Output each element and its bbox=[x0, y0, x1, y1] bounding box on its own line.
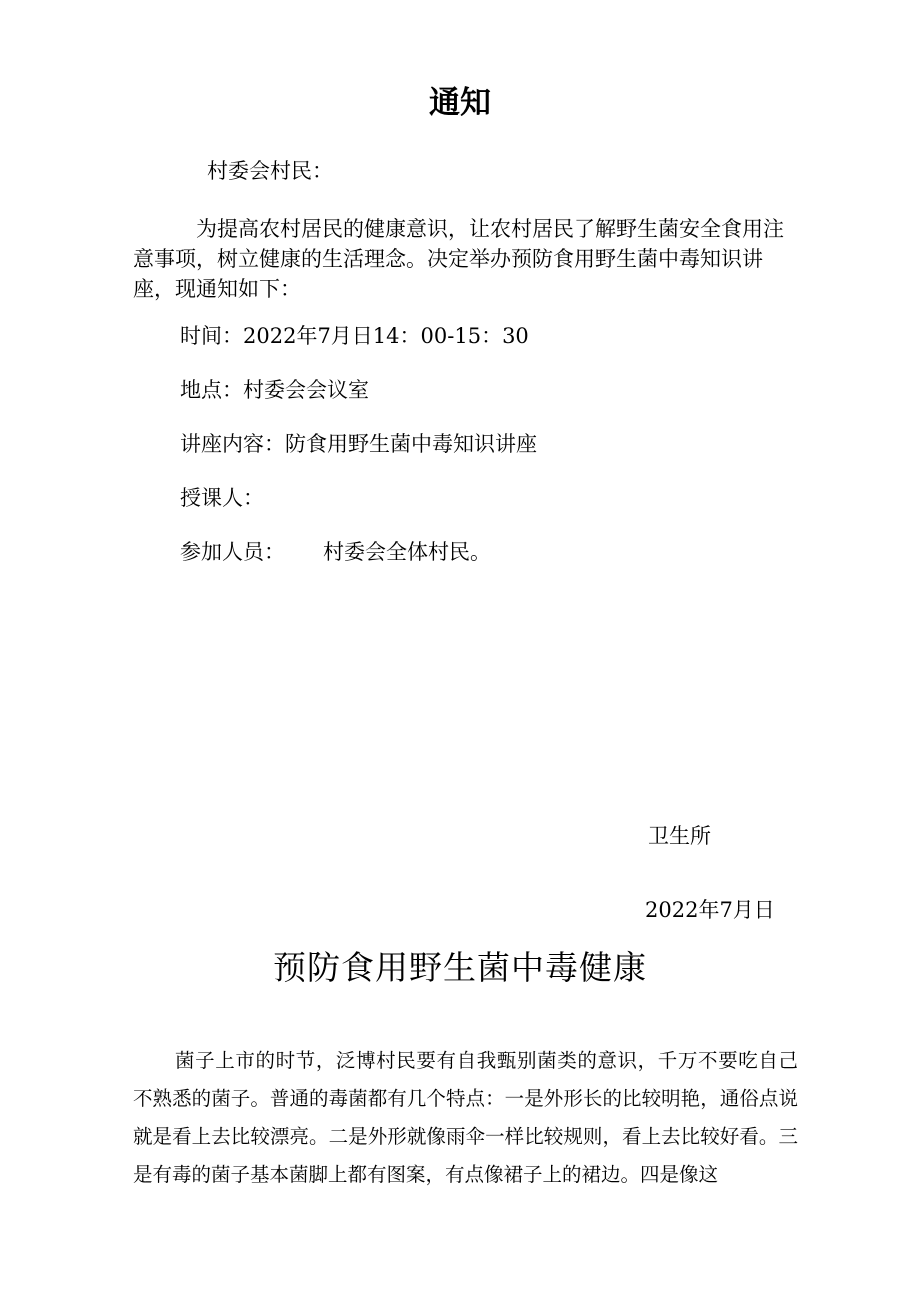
notice-place-field: 地点：村委会会议室 bbox=[180, 378, 369, 402]
article-title: 预防食用野生菌中毒健康 bbox=[273, 948, 647, 987]
notice-intro-paragraph: 为提高农村居民的健康意识，让农村居民了解野生菌安全食用注意事项，树立健康的生活理念。决定举办预防食用野生菌中毒知识讲座，现通知如下： bbox=[133, 217, 784, 301]
notice-time-field: 时间：2022年7月日14：00-15：30 bbox=[180, 324, 529, 348]
notice-issuer: 卫生所 bbox=[648, 824, 711, 848]
notice-lecturer-field: 授课人： bbox=[180, 486, 264, 510]
notice-content-field: 讲座内容：防食用野生菌中毒知识讲座 bbox=[180, 432, 537, 456]
notice-date: 2022年7月日 bbox=[645, 898, 775, 922]
attendees-value: 村委会全体村民。 bbox=[323, 540, 491, 564]
article-body-paragraph: 菌子上市的时节，泛博村民要有自我甄别菌类的意识，千万不要吃自己不熟悉的菌子。普通的毒菌都有几个特点：一是外形长的比较明艳，通俗点说就是看上去比较漂亮。二是外形就像雨伞一样比较规则，看上去比较好看。三是有毒的菌子基本菌脚上都有图案，有点像裙子上的裙边。四是像这 bbox=[133, 1049, 798, 1186]
notice-title: 通知 bbox=[429, 85, 491, 121]
attendees-label: 参加人员： bbox=[180, 540, 285, 564]
notice-attendees-field bbox=[180, 542, 491, 563]
notice-salutation: 村委会村民： bbox=[207, 159, 333, 183]
